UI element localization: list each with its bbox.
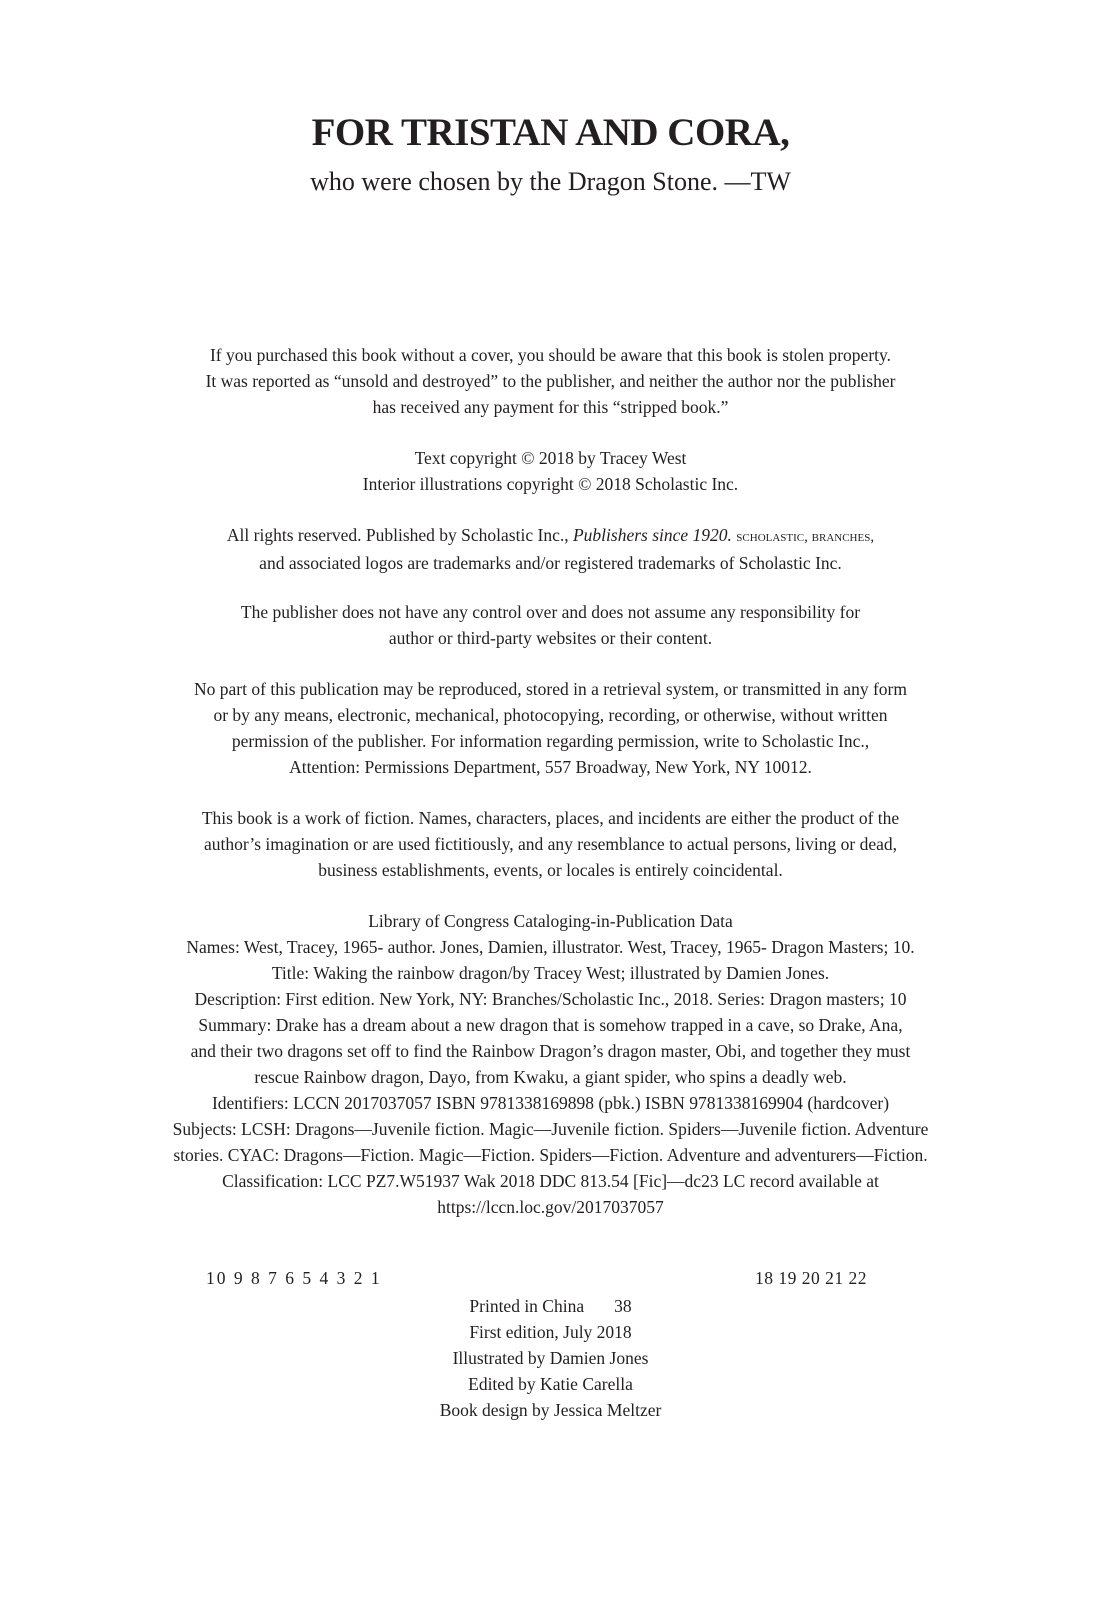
cip-names: Names: West, Tracey, 1965- author. Jones, Damien, illustrator. West, Tracey, 1965- Dragon Masters; 10. [186, 937, 915, 957]
printed-in-line [90, 1293, 1011, 1319]
rights-prefix: All rights reserved. Published by Scholastic Inc., [226, 525, 573, 545]
credits [90, 1293, 1011, 1423]
rights-notice [90, 522, 1011, 576]
reproduction-notice-line: permission of the publisher. For information regarding permission, write to Scholastic Inc., [231, 731, 870, 751]
printed-in: Printed in China [469, 1296, 585, 1316]
cip-title: Title: Waking the rainbow dragon/by Tracey West; illustrated by Damien Jones. [271, 963, 830, 983]
cip-summary: rescue Rainbow dragon, Dayo, from Kwaku, a giant spider, who spins a deadly web. [254, 1067, 847, 1087]
stripped-notice-line: It was reported as “unsold and destroyed” to the publisher, and neither the author nor the publisher [205, 371, 896, 391]
cip-identifiers: Identifiers: LCCN 2017037057 ISBN 9781338169898 (pbk.) ISBN 9781338169904 (hardcover) [211, 1093, 890, 1113]
trademark-names: scholastic, branches, [736, 529, 875, 545]
editor-credit: Edited by Katie Carella [468, 1374, 633, 1394]
dedication-line: who were chosen by the Dragon Stone. —TW [310, 167, 791, 196]
edition-line: First edition, July 2018 [469, 1322, 632, 1342]
designer-credit: Book design by Jessica Meltzer [439, 1400, 662, 1420]
copyright-notice [90, 445, 1011, 497]
illustrator-credit: Illustrated by Damien Jones [452, 1348, 649, 1368]
stripped-book-notice [90, 342, 1011, 420]
publishers-since: Publishers since 1920. [572, 525, 732, 545]
fiction-notice-line: author’s imagination or are used fictitiously, and any resemblance to actual persons, living or dead, [204, 834, 897, 854]
cip-record-url: https://lccn.loc.gov/2017037057 [437, 1197, 664, 1217]
websites-notice-line: author or third-party websites or their content. [388, 628, 713, 648]
fiction-notice [90, 805, 1011, 883]
reproduction-notice-line: No part of this publication may be reproduced, stored in a retrieval system, or transmitted in any form [194, 679, 907, 699]
illustration-copyright: Interior illustrations copyright © 2018 Scholastic Inc. [362, 474, 739, 494]
printing-code: 38 [614, 1296, 632, 1316]
rights-line [90, 522, 1011, 550]
printing-number-line: 10 9 8 7 6 5 4 3 2 1 [206, 1268, 382, 1288]
cip-classification: Classification: LCC PZ7.W51937 Wak 2018 DDC 813.54 [Fic]—dc23 LC record available at [222, 1171, 879, 1191]
websites-notice-line: The publisher does not have any control over and does not assume any responsibility for [240, 602, 861, 622]
reproduction-notice-line: or by any means, electronic, mechanical, photocopying, recording, or otherwise, without written [213, 705, 888, 725]
printing-year-line: 18 19 20 21 22 [755, 1268, 867, 1288]
dedication-title: FOR TRISTAN AND CORA, [311, 111, 790, 154]
cip-description: Description: First edition. New York, NY: Branches/Scholastic Inc., 2018. Series: Dragon masters; 10 [194, 989, 907, 1009]
reproduction-notice-line: Attention: Permissions Department, 557 Broadway, New York, NY 10012. [289, 757, 812, 777]
stripped-notice-line: has received any payment for this “stripped book.” [372, 397, 729, 417]
cataloging-data [90, 908, 1011, 1220]
reproduction-notice [90, 676, 1011, 780]
fiction-notice-line: This book is a work of fiction. Names, characters, places, and incidents are either the product of the [201, 808, 900, 828]
cip-subjects: stories. CYAC: Dragons—Fiction. Magic—Fiction. Spiders—Fiction. Adventure and adventurers—Fiction. [173, 1145, 928, 1165]
stripped-notice-line: If you purchased this book without a cover, you should be aware that this book is stolen property. [209, 345, 891, 365]
fiction-notice-line: business establishments, events, or locales is entirely coincidental. [318, 860, 783, 880]
cip-heading: Library of Congress Cataloging-in-Publication Data [368, 911, 733, 931]
cip-summary: and their two dragons set off to find the Rainbow Dragon’s dragon master, Obi, and together they must [190, 1041, 911, 1061]
cip-summary: Summary: Drake has a dream about a new dragon that is somehow trapped in a cave, so Drake, Ana, [198, 1015, 903, 1035]
cip-subjects: Subjects: LCSH: Dragons—Juvenile fiction. Magic—Juvenile fiction. Spiders—Juvenile fiction. Adventure [172, 1119, 929, 1139]
websites-notice [90, 599, 1011, 651]
text-copyright: Text copyright © 2018 by Tracey West [414, 448, 687, 468]
trademark-line: and associated logos are trademarks and/or registered trademarks of Scholastic Inc. [259, 553, 842, 573]
